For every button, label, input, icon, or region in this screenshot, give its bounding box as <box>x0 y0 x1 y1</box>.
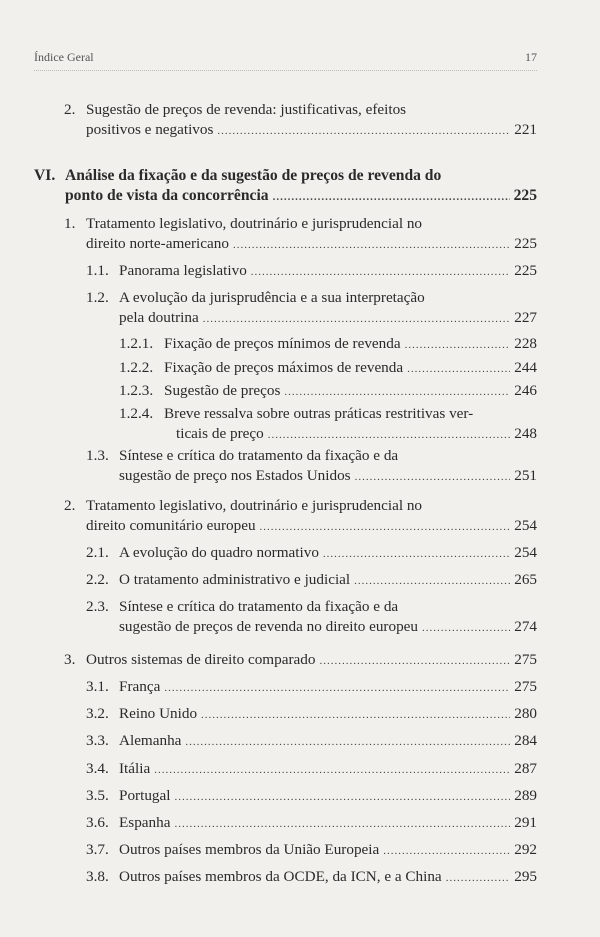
toc-entry-title: Sugestão de preços de revenda: justificativas, efeitos <box>86 101 407 118</box>
toc-entry-number: 3.4. <box>86 760 109 777</box>
toc-entry-page: 244 <box>514 359 537 376</box>
toc-entry-number: 2. <box>64 101 76 118</box>
toc-entry-page: 225 <box>514 235 537 252</box>
leader-dots <box>260 517 511 537</box>
leader-dots <box>354 571 510 591</box>
toc-entry-title: Outros países membros da União Europeia <box>119 841 380 858</box>
toc-entry-number: 1.2.2. <box>119 359 154 376</box>
toc-entry-title: Fixação de preços máximos de revenda <box>164 359 404 376</box>
toc-entry-title: Sugestão de preços <box>164 382 281 399</box>
toc-entry-page: 265 <box>514 571 537 588</box>
leader-dots <box>405 335 511 355</box>
leader-dots <box>273 187 510 207</box>
leader-dots <box>407 359 510 379</box>
toc-entry-number: 2.2. <box>86 571 109 588</box>
toc-entry-title: Síntese e crítica do tratamento da fixação e da <box>119 447 399 464</box>
toc-entry-number: 3.1. <box>86 678 109 695</box>
leader-dots <box>323 544 510 564</box>
toc-entry-title: A evolução do quadro normativo <box>119 544 319 561</box>
leader-dots <box>201 705 510 725</box>
toc-entry-page: 221 <box>514 121 537 138</box>
leader-dots <box>233 235 510 255</box>
leader-dots <box>164 678 510 698</box>
toc-entry-page: 251 <box>514 467 537 484</box>
toc-entry-number: 2. <box>64 497 76 514</box>
toc-entry-number: 2.3. <box>86 598 109 615</box>
toc-entry-number: VI. <box>34 167 56 184</box>
toc-entry-page: 227 <box>514 309 537 326</box>
toc-entry-page: 225 <box>513 187 537 204</box>
toc-entry-number: 3.3. <box>86 732 109 749</box>
toc-entry-number: 3.2. <box>86 705 109 722</box>
leader-dots <box>251 262 510 282</box>
toc-entry-number: 1.2.1. <box>119 335 154 352</box>
toc-entry-number: 1.3. <box>86 447 109 464</box>
toc-entry-page: 225 <box>514 262 537 279</box>
toc-entry-title: sugestão de preço nos Estados Unidos <box>119 467 351 484</box>
toc-entry-page: 228 <box>514 335 537 352</box>
toc-entry-title: Espanha <box>119 814 171 831</box>
toc-entry-page: 246 <box>514 382 537 399</box>
leader-dots <box>203 309 511 329</box>
toc-entry-page: 254 <box>514 544 537 561</box>
toc-entry-number: 1.2.3. <box>119 382 154 399</box>
leader-dots <box>355 467 511 487</box>
leader-dots <box>185 732 510 752</box>
toc-entry-title: França <box>119 678 161 695</box>
toc-entry-page: 274 <box>514 618 537 635</box>
leader-dots <box>446 868 511 888</box>
toc-entry-page: 291 <box>514 814 537 831</box>
toc-entry-title: Reino Unido <box>119 705 198 722</box>
toc-entry-title: positivos e negativos <box>86 121 214 138</box>
toc-entry-title: Outros países membros da OCDE, da ICN, e a China <box>119 868 442 885</box>
toc-entry-title: direito comunitário europeu <box>86 517 256 534</box>
leader-dots <box>422 618 510 638</box>
toc-entry-title: A evolução da jurisprudência e a sua interpretação <box>119 289 425 306</box>
toc-entry-page: 280 <box>514 705 537 722</box>
toc-entry-title: Tratamento legislativo, doutrinário e jurisprudencial no <box>86 215 423 232</box>
page-number: 17 <box>525 50 537 64</box>
toc-entry-title: pela doutrina <box>119 309 199 326</box>
toc-entry-title: ponto de vista da concorrência <box>65 187 269 204</box>
toc-entry-title: Outros sistemas de direito comparado <box>86 651 316 668</box>
header-section-title: Índice Geral <box>34 50 94 64</box>
toc-entry-page: 295 <box>514 868 537 885</box>
toc-entry-title: direito norte-americano <box>86 235 229 252</box>
toc-entry-title: O tratamento administrativo e judicial <box>119 571 351 588</box>
toc-entry-number: 1.1. <box>86 262 109 279</box>
toc-entry-number: 3. <box>64 651 76 668</box>
toc-entry-title: Tratamento legislativo, doutrinário e jurisprudencial no <box>86 497 423 514</box>
toc-entry-page: 254 <box>514 517 537 534</box>
toc-entry-page: 292 <box>514 841 537 858</box>
toc-entry-number: 2.1. <box>86 544 109 561</box>
toc-entry-page: 287 <box>514 760 537 777</box>
leader-dots <box>319 651 510 671</box>
toc-entry-page: 275 <box>514 678 537 695</box>
leader-dots <box>268 425 511 445</box>
toc-entry-title: ticais de preço <box>176 425 264 442</box>
toc-entry-number: 3.5. <box>86 787 109 804</box>
toc-entry-number: 1. <box>64 215 76 232</box>
toc-entry-title: Síntese e crítica do tratamento da fixação e da <box>119 598 399 615</box>
toc-entry-title: Itália <box>119 760 151 777</box>
toc-entry-title: Alemanha <box>119 732 182 749</box>
toc-entry-title: Panorama legislativo <box>119 262 247 279</box>
toc-entry-number: 3.7. <box>86 841 109 858</box>
toc-entry-title: Breve ressalva sobre outras práticas restritivas ver- <box>164 405 474 422</box>
toc-entry-number: 1.2.4. <box>119 405 154 422</box>
toc-entry-page: 275 <box>514 651 537 668</box>
leader-dots <box>217 121 510 141</box>
toc-entry-title: Fixação de preços mínimos de revenda <box>164 335 401 352</box>
toc-entry-page: 284 <box>514 732 537 749</box>
toc-entry-page: 248 <box>514 425 537 442</box>
leader-dots <box>154 760 510 780</box>
toc-entry-title: Análise da fixação e da sugestão de preços de revenda do <box>65 167 442 184</box>
header-rule <box>34 70 537 71</box>
toc-entry-number: 3.6. <box>86 814 109 831</box>
leader-dots <box>383 841 510 861</box>
toc-entry-number: 1.2. <box>86 289 109 306</box>
toc-entry-title: Portugal <box>119 787 171 804</box>
toc-entry-title: sugestão de preços de revenda no direito europeu <box>119 618 418 635</box>
toc-entry-page: 289 <box>514 787 537 804</box>
leader-dots <box>174 814 510 834</box>
leader-dots <box>284 382 510 402</box>
leader-dots <box>174 787 510 807</box>
toc-entry-number: 3.8. <box>86 868 109 885</box>
